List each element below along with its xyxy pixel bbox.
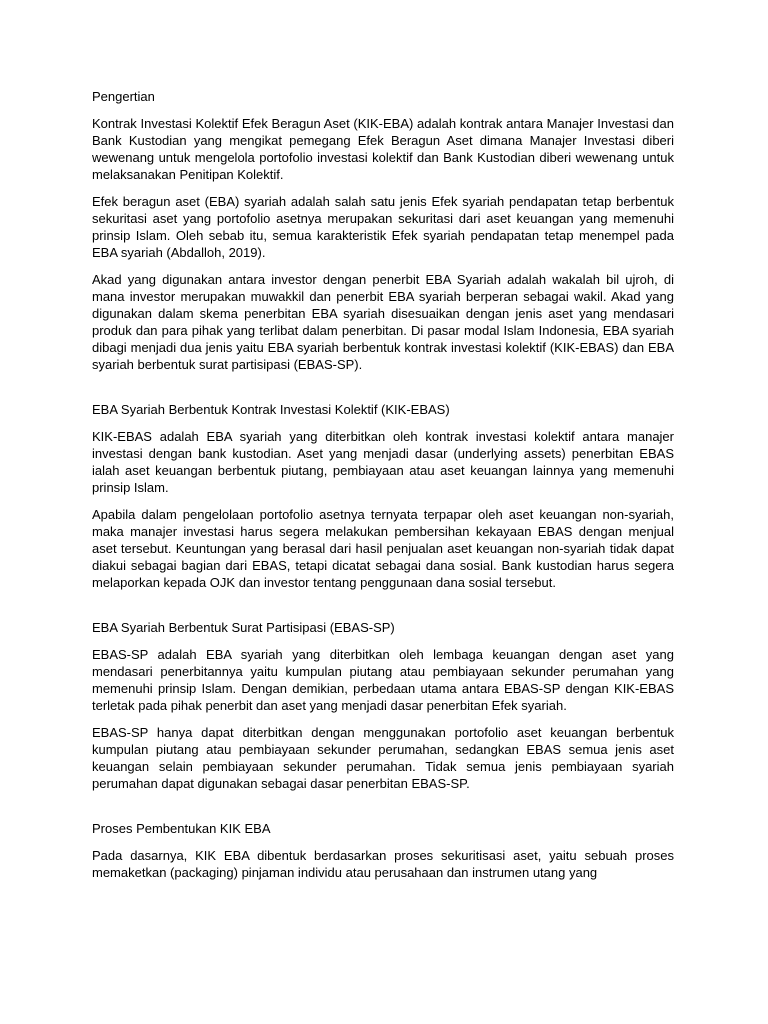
section-heading: Pengertian xyxy=(92,89,155,104)
paragraph: Akad yang digunakan antara investor dengan penerbit EBA Syariah adalah wakalah bil ujroh, di mana investor merupakan muwakkil dan penerbit EBA syariah berperan sebagai wakil. Akad yang digunakan dalam skema penerbitan EBA syariah disesuaikan dengan jenis aset yang mendasari produk dan para pihak yang terlibat dalam penerbitan. Di pasar modal Islam Indonesia, EBA syariah dibagi menjadi dua jenis yaitu EBA syariah berbentuk kontrak investasi kolektif (KIK-EBAS) dan EBA syariah berbentuk surat partisipasi (EBAS-SP). xyxy=(92,272,674,372)
section-spacer xyxy=(92,383,674,401)
paragraph: Apabila dalam pengelolaan portofolio asetnya ternyata terpapar oleh aset keuangan non-syariah, maka manajer investasi harus segera melakukan pembersihan kekayaan EBAS dengan menjual aset tersebut. Keuntungan yang berasal dari hasil penjualan aset keuangan non-syariah tidak dapat diakui sebagai bagian dari EBAS, tetapi dicatat sebagai dana sosial. Bank kustodian harus segera melaporkan kepada OJK dan investor tentang penggunaan dana sosial tersebut. xyxy=(92,507,674,590)
section-kik-ebas xyxy=(92,401,674,591)
paragraph: Kontrak Investasi Kolektif Efek Beragun Aset (KIK-EBA) adalah kontrak antara Manajer Investasi dan Bank Kustodian yang mengikat pemegang Efek Beragun Aset dimana Manajer Investasi diberi wewenang untuk mengelola portofolio investasi kolektif dan Bank Kustodian diberi wewenang untuk melaksanakan Penitipan Kolektif. xyxy=(92,116,674,182)
section-proses-pembentukan xyxy=(92,820,674,881)
paragraph: Pada dasarnya, KIK EBA dibentuk berdasarkan proses sekuritisasi aset, yaitu sebuah proses memaketkan (packaging) pinjaman individu atau perusahaan dan instrumen utang yang xyxy=(92,848,674,880)
paragraph: EBAS-SP hanya dapat diterbitkan dengan menggunakan portofolio aset keuangan berbentuk kumpulan piutang atau pembiayaan sekunder perumahan, sedangkan EBAS semua jenis aset keuangan selain pembiayaan sekunder perumahan. Tidak semua jenis pembiayaan syariah perumahan dapat digunakan sebagai dasar penerbitan EBAS-SP. xyxy=(92,725,674,791)
section-spacer xyxy=(92,802,674,820)
paragraph: EBAS-SP adalah EBA syariah yang diterbitkan oleh lembaga keuangan dengan aset yang mendasari penerbitannya yaitu kumpulan piutang atau pembiayaan sekunder perumahan yang memenuhi prinsip Islam. Dengan demikian, perbedaan utama antara EBAS-SP dengan KIK-EBAS terletak pada pihak penerbit dan aset yang menjadi dasar penerbitan Efek syariah. xyxy=(92,647,674,713)
section-heading: EBA Syariah Berbentuk Surat Partisipasi (EBAS-SP) xyxy=(92,620,395,635)
section-pengertian xyxy=(92,88,674,373)
section-heading: EBA Syariah Berbentuk Kontrak Investasi Kolektif (KIK-EBAS) xyxy=(92,402,450,417)
paragraph: Efek beragun aset (EBA) syariah adalah salah satu jenis Efek syariah pendapatan tetap berbentuk sekuritasi aset yang portofolio asetnya merupakan sekuritasi dari aset keuangan yang memenuhi prinsip Islam. Oleh sebab itu, semua karakteristik Efek syariah pendapatan tetap menempel pada EBA syariah (Abdalloh, 2019). xyxy=(92,194,674,260)
section-spacer xyxy=(92,601,674,619)
section-heading: Proses Pembentukan KIK EBA xyxy=(92,821,271,836)
paragraph: KIK-EBAS adalah EBA syariah yang diterbitkan oleh kontrak investasi kolektif antara manajer investasi dengan bank kustodian. Aset yang menjadi dasar (underlying assets) penerbitan EBAS ialah aset keuangan berbentuk piutang, pembiayaan atau aset keuangan lainnya yang memenuhi prinsip Islam. xyxy=(92,429,674,495)
section-ebas-sp xyxy=(92,619,674,792)
document-page xyxy=(92,88,674,881)
